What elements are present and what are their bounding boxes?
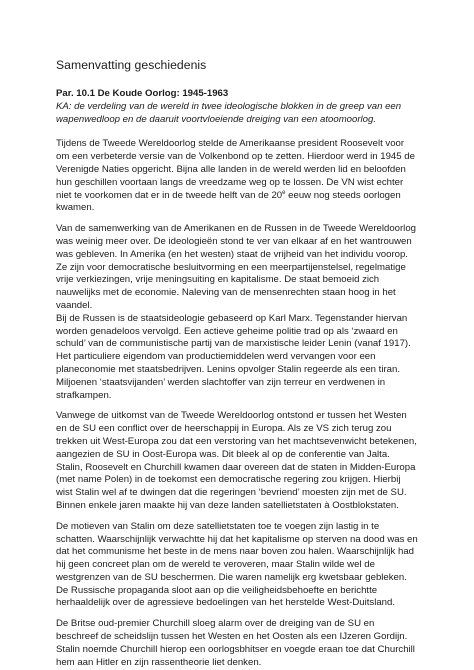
paragraph-stalin-motives: De motieven van Stalin om deze satellietstaten toe te voegen zijn lastig in te schatten. Waarschijnlijk verwachtte hij dat het kapitalisme op sterven na dood was en dat het communisme het beste in de mens naar boven zou halen. Waarschijnlijk had hij geen concreet plan om de wereld te veroveren, maar Stalin wilde wel de westgrenzen van de SU beschermen. Die waren namelijk erg kwetsbaar gebleken. De Russische propaganda sloot aan op die veiligheidsbehoefte en berichtte herhaaldelijk over de agressieve bedoelingen van het herstelde West-Duitsland.	[56, 520, 418, 609]
document-title: Samenvatting geschiedenis	[56, 58, 207, 72]
paragraph-iron-curtain: De Britse oud-premier Churchill sloeg alarm over de dreiging van de SU en beschreef de scheidslijn tussen het Westen en het Oosten als een IJzeren Gordijn. Stalin noemde Churchill hierop een oorlogsbhitser en voegde eraan toe dat Churchill hem aan Hitler en zijn rassentheorie liet denken.	[56, 618, 415, 668]
paragraph-russia: Bij de Russen is de staatsideologie gebaseerd op Karl Marx. Tegenstander hiervan worden genadeloos vervolgd. Een actieve geheime politie trad op als ‘zwaard en schuld’ van de communistische partij van de marxistische leider Lenin (vanaf 1917). Het particuliere eigendom van productiemiddelen werd vervangen voor een planeconomie met staatsbedrijven. Lenins opvolger Stalin regeerde als een tiran. Miljoenen ‘staatsvijanden’ werden slachtoffer van zijn terreur en verdwenen in strafkampen.	[56, 312, 411, 401]
section-heading: Par. 10.1 De Koude Oorlog: 1945-1963	[56, 88, 229, 99]
paragraph-west: Van de samenwerking van de Amerikanen en de Russen in de Tweede Wereldoorlog was weinig meer over. De ideologieën stond te ver van elkaar af en het wantrouwen was gebleven. In Amerika (en het westen) staat de vrijheid van het individu voorop. Ze zijn voor democratische besluitvorming en een meerpartijenstelsel, regelmatige vrije verkiezingen, vrije meningsuiting en kapitalisme. De staat bemoeid zich nauwelijks met de economie. Naleving van de mensenrechten staan hoog in het vaandel.	[56, 223, 416, 311]
section-header	[56, 88, 418, 126]
key-aspect-intro: KA: de verdeling van de wereld in twee ideologische blokken in de greep van een wapenwedloop en de daaruit voortvloeiende dreiging van een atoomoorlog.	[56, 100, 402, 125]
superscript: e	[282, 189, 286, 196]
paragraph-group-ideologies	[56, 223, 418, 402]
paragraph-text: Tijdens de Tweede Wereldoorlog stelde de Amerikaanse president Roosevelt voor om een verbeterde versie van de Volkenbond op te zetten. Hierdoor werd in 1945 de Verenigde Naties opgericht. Bijna alle landen in de wereld werden lid en beloofden hun geschillen voortaan langs de vreedzame weg op te lossen. De VN wist echter niet te voorkomen dat er in de tweede helft van de 20	[56, 138, 415, 201]
paragraph-europe-conflict: Vanwege de uitkomst van de Tweede Wereldoorlog ontstond er tussen het Westen en de SU een conflict over de heerschappij in Europa. Als ze VS zich terug zou trekken uit West-Europa zou dat een verstoring van het machtsevenwicht betekenen, aangezien de SU in Oost-Europa was. Dit bleek al op de conferentie van Jalta. Stalin, Roosevelt en Churchill kwamen daar overeen dat de staten in Midden-Europa (met name Polen) in de toekomst een democratische regering zou krijgen. Hierbij wist Stalin wel af te dwingen dat die regeringen ‘bevriend’ moesten zijn met de SU. Binnen enkele jaren maakte hij van deze landen satellietstaten à Oostblokstaten.	[56, 410, 417, 511]
paragraph-text: eeuw nog steeds oorlogen kwamen.	[56, 189, 401, 214]
paragraph-united-nations	[56, 138, 418, 215]
